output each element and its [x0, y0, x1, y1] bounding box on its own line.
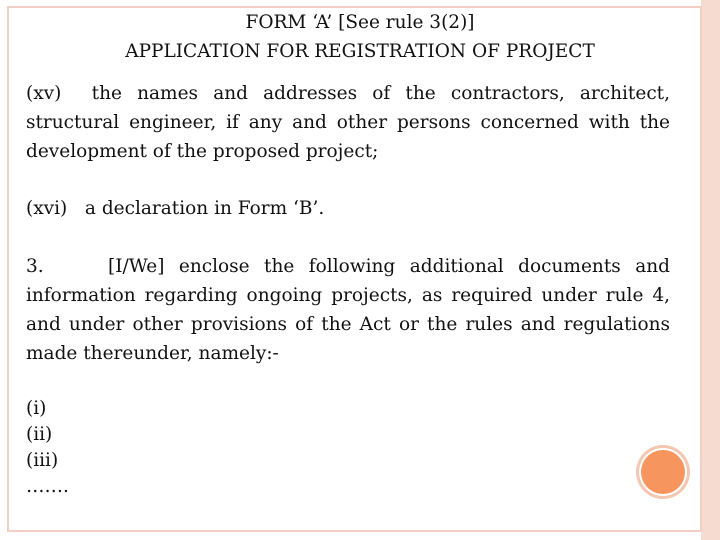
- list-item: (i): [26, 398, 47, 419]
- list-item: (ii): [26, 424, 53, 445]
- clause-xv-number: (xv): [26, 83, 62, 104]
- section-3-number: 3.: [26, 256, 44, 277]
- clause-xvi: [26, 194, 670, 223]
- clause-xv: [26, 79, 670, 166]
- list-item: (iii): [26, 450, 59, 471]
- clause-xv-text: the names and addresses of the contractors, architect, structural engineer, if any and other persons concerned with the development of the proposed project;: [26, 83, 670, 162]
- list-item: …….: [26, 476, 69, 497]
- section-3: [26, 252, 670, 368]
- form-subtitle: APPLICATION FOR REGISTRATION OF PROJECT: [125, 41, 595, 62]
- document-sublist: [26, 396, 69, 500]
- form-title: FORM ‘A’ [See rule 3(2)]: [245, 12, 475, 33]
- section-3-text: [I/We] enclose the following additional documents and information regarding ongoing projects, as required under rule 4, and under other provisions of the Act or the rules and regulations made thereunder, namely:-: [26, 256, 670, 364]
- decorative-side-stripe: [701, 0, 720, 540]
- decorative-circle: [641, 450, 685, 494]
- clause-xvi-text: a declaration in Form ‘B’.: [84, 198, 325, 219]
- clause-xvi-number: (xvi): [26, 198, 68, 219]
